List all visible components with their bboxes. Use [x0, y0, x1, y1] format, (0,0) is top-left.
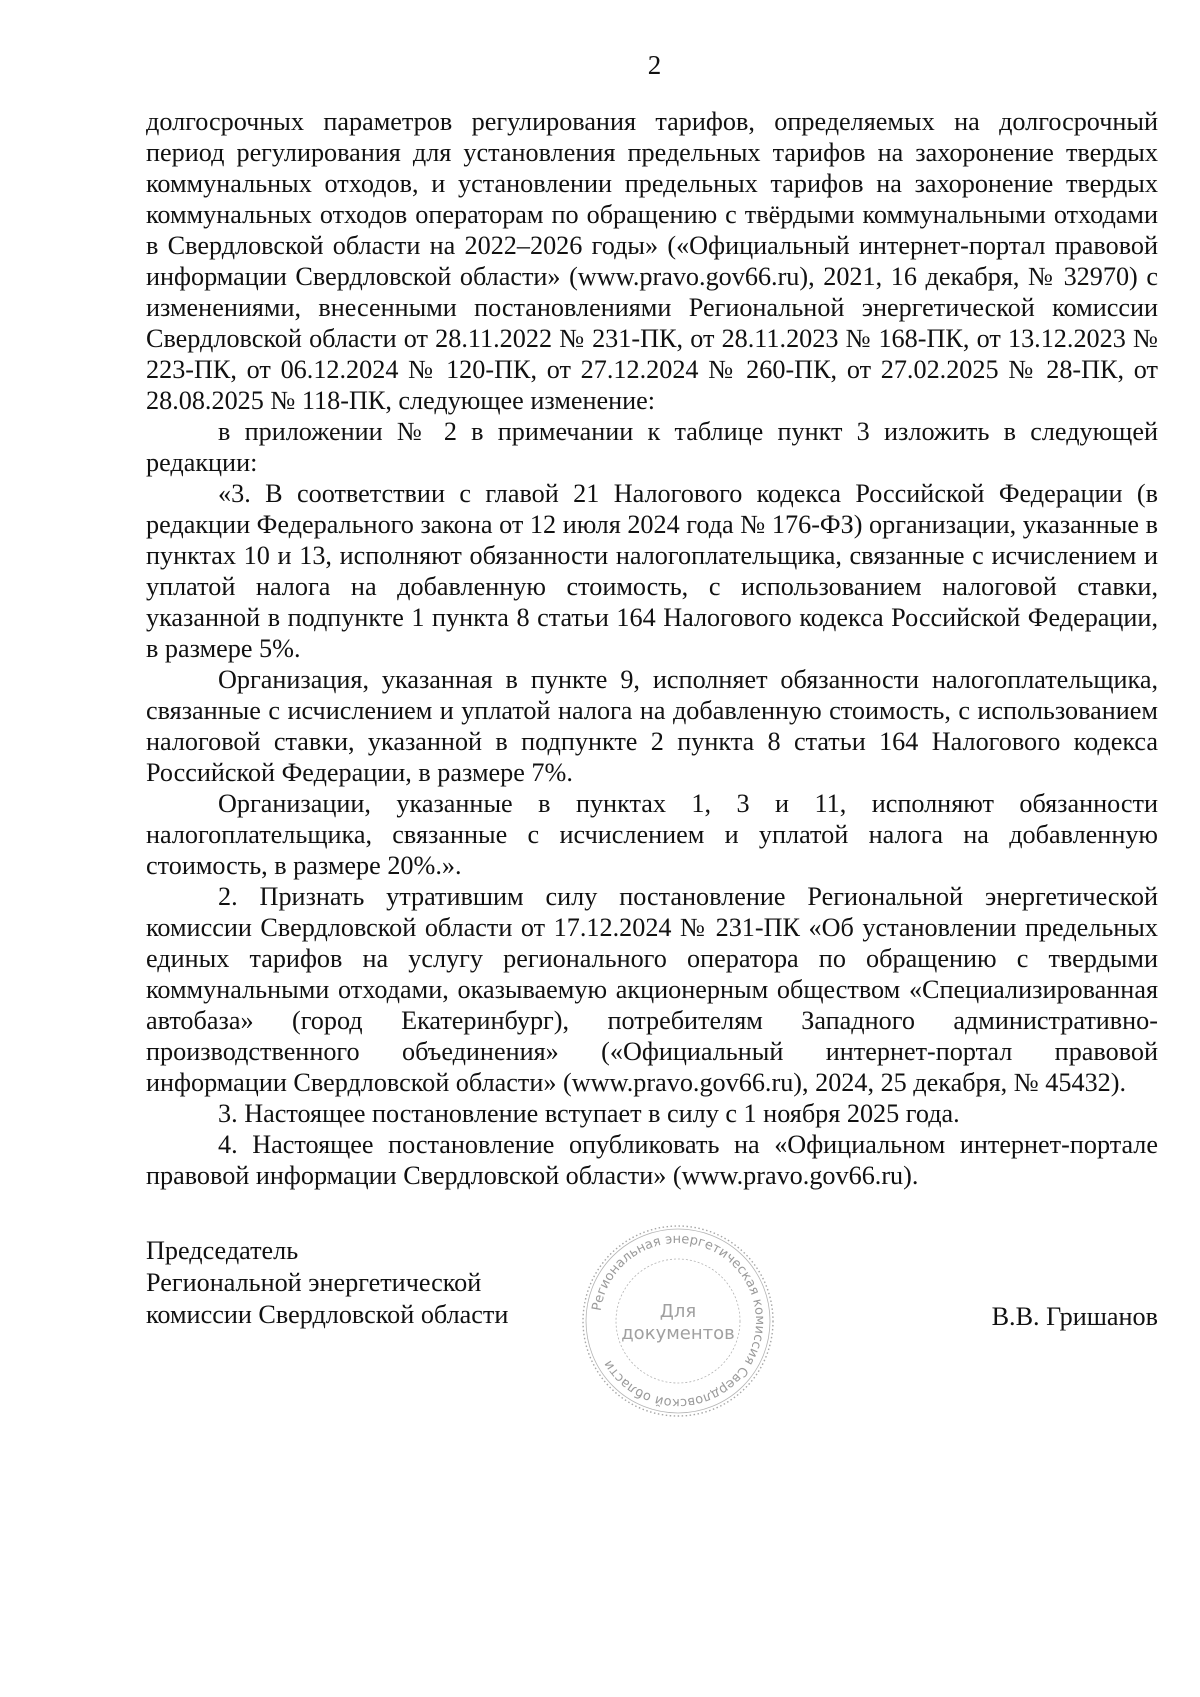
seal-stamp	[578, 1221, 778, 1421]
paragraph: в приложении № 2 в примечании к таблице пункт 3 изложить в следующей редакции:	[146, 417, 1158, 477]
paragraph: долгосрочных параметров регулирования тарифов, определяемых на долгосрочный период регулирования для установления предельных тарифов на захоронение твердых коммунальных отходов, и установлении предельных тарифов на захоронение твердых коммунальных отходов операторам по обращению с твёрдыми коммунальными отходами в Свердловской области на 2022–2026 годы» («Официальный интернет-портал правовой информации Свердловской области» (www.pravo.gov66.ru), 2021, 16 декабря, № 32970) с изменениями, внесенными постановлениями Региональной энергетической комиссии Свердловской области от 28.11.2022 № 231-ПК, от 28.11.2023 № 168-ПК, от 13.12.2023 № 223-ПК, от 06.12.2024 № 120-ПК, от 27.12.2024 № 260-ПК, от 27.02.2025 № 28-ПК, от 28.08.2025 № 118-ПК, следующее изменение:	[146, 107, 1158, 415]
paragraph: 2. Признать утратившим силу постановление Региональной энергетической комиссии Свердловской области от 17.12.2024 № 231-ПК «Об установлении предельных единых тарифов на услугу регионального оператора по обращению с твердыми коммунальными отходами, оказываемую акционерным обществом «Специализированная автобаза» (город Екатеринбург), потребителям Западного административно-производственного объединения» («Официальный интернет-портал правовой информации Свердловской области» (www.pravo.gov66.ru), 2024, 25 декабря, № 45432).	[146, 882, 1158, 1097]
signature-block	[146, 1231, 1158, 1485]
seal-center-line-2: документов	[621, 1323, 735, 1344]
signatory-position-line: комиссии Свердловской области	[146, 1300, 509, 1329]
page-number: 2	[647, 50, 663, 80]
seal-graphic	[578, 1221, 778, 1421]
seal-center-line-1: Для	[659, 1301, 697, 1322]
paragraph: «3. В соответствии с главой 21 Налогового кодекса Российской Федерации (в редакции Федерального закона от 12 июля 2024 года № 176-ФЗ) организации, указанные в пунктах 10 и 13, исполняют обязанности налогоплательщика, связанные с исчислением и уплатой налога на добавленную стоимость, с использованием налоговой ставки, указанной в подпункте 1 пункта 8 статьи 164 Налогового кодекса Российской Федерации, в размере 5%.	[146, 479, 1158, 663]
document-body	[146, 106, 1158, 1191]
signatory-name: В.В. Гришанов	[991, 1302, 1158, 1331]
signatory-position-line: Региональной энергетической	[146, 1268, 482, 1297]
paragraph: Организация, указанная в пункте 9, исполняет обязанности налогоплательщика, связанные с исчислением и уплатой налога на добавленную стоимость, с использованием налоговой ставки, указанной в подпункте 2 пункта 8 статьи 164 Налогового кодекса Российской Федерации, в размере 7%.	[146, 665, 1158, 787]
seal-ring-text: Региональная энергетическая комиссия Свердловской области	[589, 1231, 768, 1411]
paragraph: 3. Настоящее постановление вступает в силу с 1 ноября 2025 года.	[218, 1099, 960, 1128]
signatory-position-line: Председатель	[146, 1236, 299, 1265]
paragraph: 4. Настоящее постановление опубликовать на «Официальном интернет-портале правовой информации Свердловской области» (www.pravo.gov66.ru).	[146, 1130, 1158, 1190]
paragraph: Организации, указанные в пунктах 1, 3 и 11, исполняют обязанности налогоплательщика, связанные с исчислением и уплатой налога на добавленную стоимость, в размере 20%.».	[146, 789, 1158, 880]
signatory-position	[146, 1235, 508, 1331]
